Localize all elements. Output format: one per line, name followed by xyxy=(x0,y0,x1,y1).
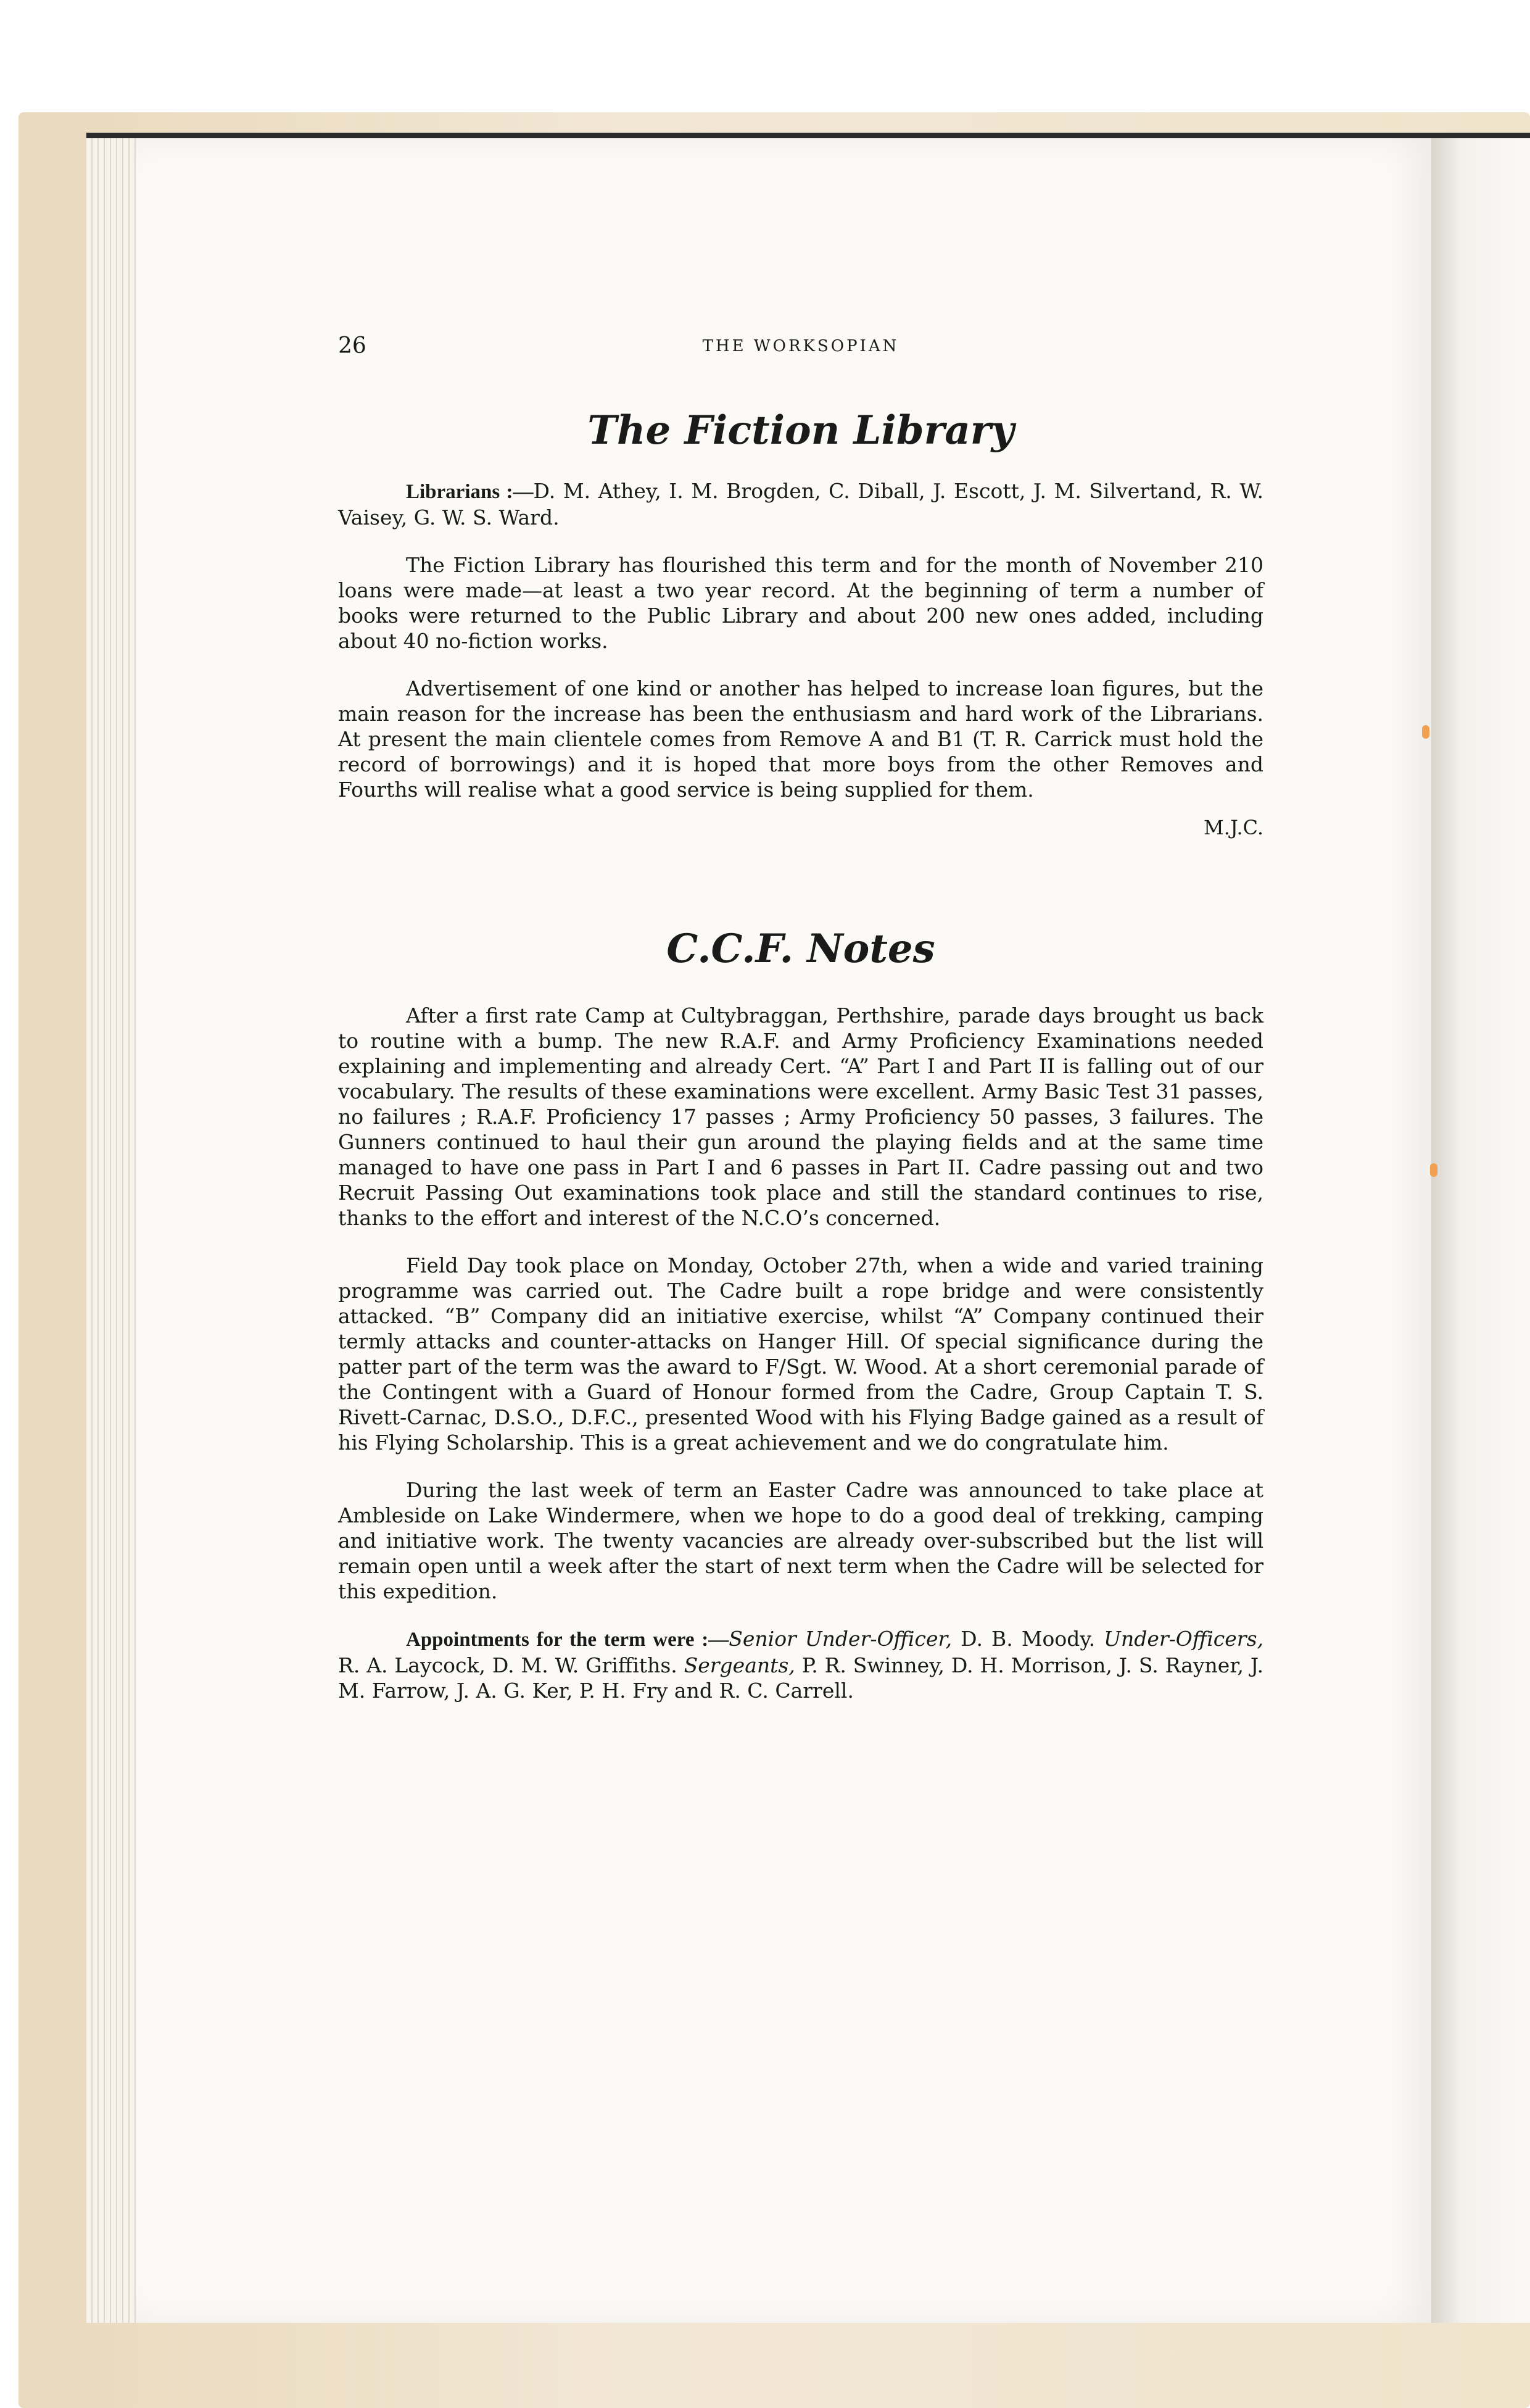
ccf-paragraph-3: During the last week of term an Easter Cadre was announced to take place at Ambleside on Lake Windermere, when we hope to do a good deal of trekking, camping and initiative work. The twenty vacancies are already over-subscribed but the list will remain open until a week after the start of next term when the Cadre will be selected for this expedition. xyxy=(338,1478,1263,1603)
librarians-names: D. M. Athey, I. M. Brogden, C. Diball, J. Escott, J. M. Silvertand, R. W. Vaisey, G. W. S. Ward. xyxy=(338,479,1263,529)
senior-under-officer-label: Senior Under-Officer, xyxy=(729,1627,953,1651)
running-head xyxy=(338,333,1263,364)
paper-mark xyxy=(1430,1163,1437,1177)
ccf-paragraph-1: After a first rate Camp at Cultybraggan, Perthshire, parade days brought us back to routine with a bump. The new R.A.F. and Army Proficiency Examinations needed explaining and implementing and already Cert. “A” Part I and Part II is falling out of our vocabulary. The results of these examinations were excellent. Army Basic Test 31 passes, no failures ; R.A.F. Proficiency 17 passes ; Army Proficiency 50 passes, 3 failures. The Gunners continued to haul their gun around the playing fields and at the same time managed to have one pass in Part I and 6 passes in Part II. Cadre passing out and two Recruit Passing Out examinations took place and still the standard continues to rise, thanks to the effort and interest of the N.C.O’s concerned. xyxy=(338,1003,1263,1230)
fiction-library-heading: The Fiction Library xyxy=(587,407,1014,454)
librarians-paragraph xyxy=(338,478,1263,530)
ccf-notes-heading: C.C.F. Notes xyxy=(666,926,935,972)
journal-title: THE WORKSOPIAN xyxy=(702,337,899,355)
book-spine-edge xyxy=(86,133,1530,138)
ccf-paragraph-2: Field Day took place on Monday, October 27th, when a wide and varied training programme was carried out. The Cadre built a rope bridge and were consistently attacked. “B” Company did an initiative exercise, whilst “A” Company continued their termly attacks and counter-attacks on Hanger Hill. Of special significance during the patter part of the term was the award to F/Sgt. W. Wood. At a short ceremonial parade of the Contingent with a Guard of Honour formed from the Cadre, Group Captain T. S. Rivett-Carnac, D.S.O., D.F.C., presented Wood with his Flying Badge gained as a result of his Flying Scholarship. This is a great achievement and we do congratulate him. xyxy=(338,1253,1263,1455)
librarians-label: Librarians :— xyxy=(406,481,534,503)
author-signature: M.J.C. xyxy=(1204,816,1263,839)
sergeants-label: Sergeants, xyxy=(684,1653,795,1677)
paper-mark xyxy=(1422,725,1429,739)
senior-under-officer: D. B. Moody. xyxy=(961,1627,1096,1651)
appointments-label: Appointments for the term were :— xyxy=(406,1629,729,1651)
page-content xyxy=(338,333,1263,1725)
appointments-paragraph xyxy=(338,1626,1263,1703)
page-stack-edges xyxy=(86,138,136,2323)
under-officers: R. A. Laycock, D. M. W. Griffiths. xyxy=(338,1653,677,1677)
fiction-library-paragraph-1: The Fiction Library has flourished this term and for the month of November 210 loans were made—at least a two year record. At the beginning of term a number of books were returned to the Public Library and about 200 new ones added, including about 40 no-fiction works. xyxy=(338,553,1263,653)
facing-page-edge xyxy=(1431,138,1530,2323)
page-number: 26 xyxy=(338,333,366,359)
sergeants: P. R. Swinney, D. H. Morrison, J. S. Rayner, J. M. Farrow, J. A. G. Ker, P. H. Fry and R. C. Carrell. xyxy=(338,1653,1263,1703)
fiction-library-paragraph-2: Advertisement of one kind or another has helped to increase loan figures, but the main reason for the increase has been the enthusiasm and hard work of the Librarians. At present the main clientele comes from Remove A and B1 (T. R. Carrick must hold the record of borrowings) and it is hoped that more boys from the other Removes and Fourths will realise what a good service is being supplied for them. xyxy=(338,676,1263,802)
under-officers-label: Under-Officers, xyxy=(1104,1627,1263,1651)
